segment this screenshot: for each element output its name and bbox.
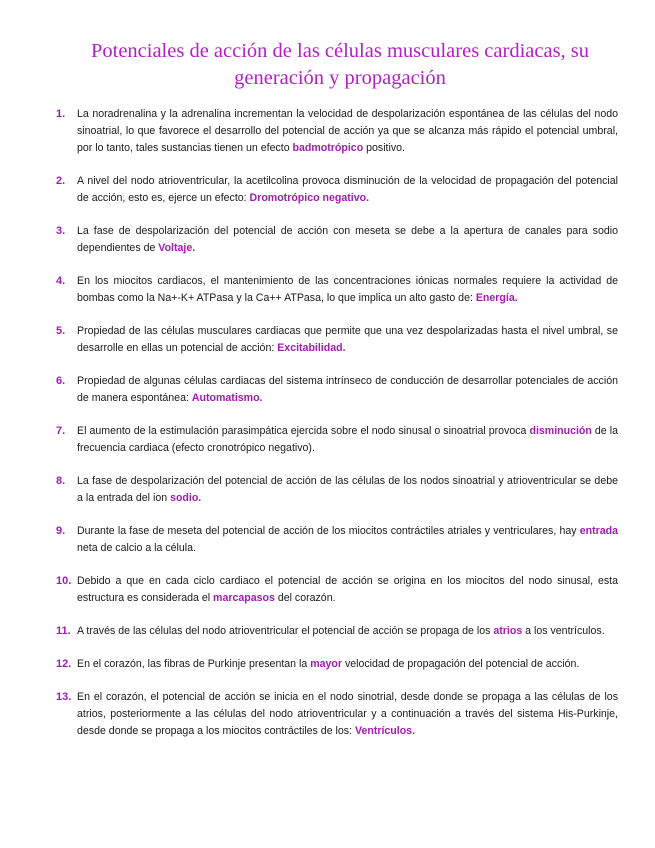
item-text: A través de las células del nodo atrioventricular el potencial de acción se propaga de los bbox=[77, 625, 494, 637]
item-answer: Voltaje. bbox=[158, 242, 196, 254]
item-text-after: de la frecuencia cardiaca (efecto cronotrópico negativo). bbox=[77, 425, 618, 454]
item-text-after: neta de calcio a la célula. bbox=[77, 542, 196, 554]
list-item bbox=[56, 223, 618, 257]
list-item bbox=[56, 323, 618, 357]
item-text: Propiedad de las células musculares cardiacas que permite que una vez despolarizadas hasta el nivel umbral, se desarrolle en ellas un potencial de acción: bbox=[77, 325, 618, 354]
item-number: 11. bbox=[56, 625, 71, 637]
list-item bbox=[56, 273, 618, 307]
item-number: 12. bbox=[56, 658, 72, 670]
item-number: 5. bbox=[56, 325, 66, 337]
item-text-after: positivo. bbox=[363, 142, 405, 154]
item-answer: mayor bbox=[310, 658, 342, 670]
item-answer: marcapasos bbox=[213, 592, 275, 604]
item-answer: Ventrículos. bbox=[354, 725, 416, 737]
item-text: En el corazón, las fibras de Purkinje presentan la bbox=[77, 658, 311, 670]
item-text: La noradrenalina y la adrenalina incrementan la velocidad de despolarización espontánea de las células del nodo sinoatrial, lo que favorece el desarrollo del potencial de acción ya que se alcanza más rápido el potencial umbral, por lo tanto, tales sustancias tienen un efecto bbox=[77, 108, 618, 154]
item-number: 1. bbox=[56, 108, 66, 120]
item-text-after: velocidad de propagación del potencial de acción. bbox=[342, 658, 580, 670]
item-number: 9. bbox=[56, 525, 66, 537]
list-item bbox=[56, 689, 618, 740]
page-title: Potenciales de acción de las células musculares cardiacas, su generación y propagación bbox=[90, 40, 590, 89]
item-text: Durante la fase de meseta del potencial de acción de los miocitos contráctiles atriales y ventriculares, hay bbox=[77, 525, 580, 537]
list-item bbox=[56, 106, 618, 157]
item-number: 6. bbox=[56, 375, 66, 387]
item-answer: Automatismo. bbox=[191, 392, 263, 404]
item-text: En los miocitos cardiacos, el mantenimiento de las concentraciones iónicas normales requiere la actividad de bombas como la Na+-K+ ATPasa y la Ca++ ATPasa, lo que implica un alto gasto de: bbox=[77, 275, 618, 304]
item-number: 3. bbox=[56, 225, 66, 237]
item-answer: entrada bbox=[579, 525, 618, 537]
item-number: 4. bbox=[56, 275, 66, 287]
item-number: 8. bbox=[56, 475, 66, 487]
item-answer: badmotrópico bbox=[292, 142, 364, 154]
item-text-after: a los ventrículos. bbox=[522, 625, 605, 637]
item-answer: Dromotrópico negativo. bbox=[249, 192, 370, 204]
item-text: El aumento de la estimulación parasimpática ejercida sobre el nodo sinusal o sinoatrial provoca bbox=[77, 425, 530, 437]
item-text: La fase de despolarización del potencial de acción de las células de los nodos sinoatrial y atrioventricular se debe a la entrada del ion bbox=[77, 475, 618, 504]
list-item bbox=[56, 573, 618, 607]
list-item bbox=[56, 373, 618, 407]
item-text: En el corazón, el potencial de acción se inicia en el nodo sinotrial, desde donde se propaga a las células de los atrios, posteriormente a las células del nodo atrioventricular y a continuación a través del sistema His-Purkinje, desde donde se propaga a los miocitos contráctiles de los: bbox=[77, 691, 618, 737]
item-number: 2. bbox=[56, 175, 66, 187]
list-item bbox=[56, 623, 618, 640]
question-list bbox=[56, 106, 618, 740]
item-answer: sodio. bbox=[170, 492, 202, 504]
item-text: A nivel del nodo atrioventricular, la acetilcolina provoca disminución de la velocidad de propagación del potencial de acción, esto es, ejerce un efecto: bbox=[77, 175, 618, 204]
list-item bbox=[56, 473, 618, 507]
item-text-after: del corazón. bbox=[274, 592, 336, 604]
item-answer: atrios bbox=[493, 625, 523, 637]
item-number: 7. bbox=[56, 425, 66, 437]
item-answer: disminución bbox=[529, 425, 595, 437]
item-number: 10. bbox=[56, 575, 72, 587]
item-number: 13. bbox=[56, 691, 72, 703]
item-answer: Excitabilidad. bbox=[277, 342, 346, 354]
list-item bbox=[56, 523, 618, 557]
list-item bbox=[56, 423, 618, 457]
list-item bbox=[56, 656, 618, 673]
item-answer: Energía. bbox=[475, 292, 518, 304]
item-text: Propiedad de algunas células cardiacas del sistema intrínseco de conducción de desarrollar potenciales de acción de manera espontánea: bbox=[77, 375, 618, 404]
list-item bbox=[56, 173, 618, 207]
item-text: Debido a que en cada ciclo cardiaco el potencial de acción se origina en los miocitos del nodo sinusal, esta estructura es considerada el bbox=[77, 575, 618, 604]
item-text: La fase de despolarización del potencial de acción con meseta se debe a la apertura de canales para sodio dependientes de bbox=[77, 225, 618, 254]
